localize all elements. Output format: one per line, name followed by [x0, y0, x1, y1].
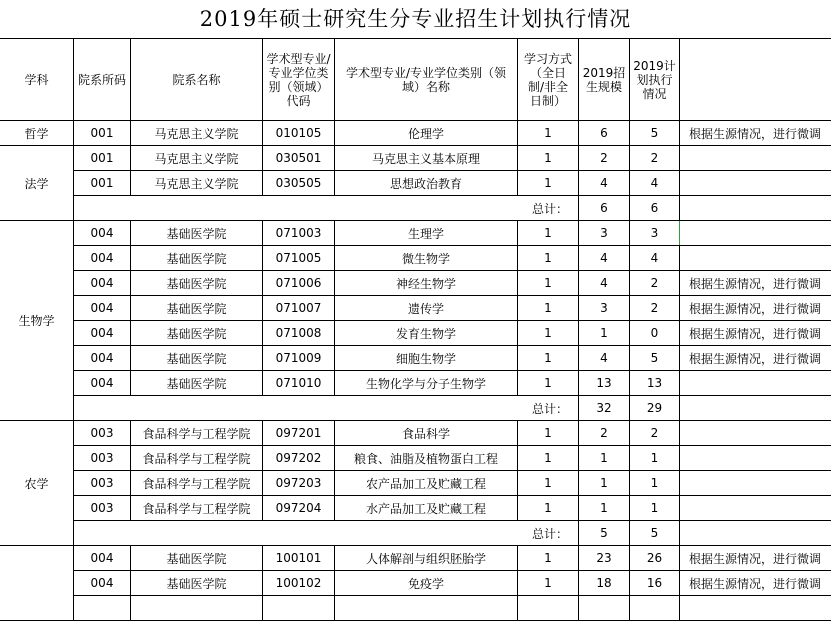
header-major-name: 学术型专业/专业学位类别（领域）名称	[335, 39, 518, 121]
plan-cell: 4	[579, 271, 630, 296]
subject-cell-biology: 生物学	[0, 221, 74, 421]
major-name-cell: 微生物学	[335, 246, 518, 271]
total-exec-biology: 29	[630, 396, 680, 421]
study-mode-cell: 1	[518, 446, 579, 471]
major-name-cell: 生理学	[335, 221, 518, 246]
header-row	[0, 39, 831, 121]
dept-code-cell: 003	[74, 471, 131, 496]
plan-cell: 4	[579, 246, 630, 271]
major-code-cell: 100101	[263, 546, 335, 571]
study-mode-cell: 1	[518, 221, 579, 246]
plan-cell: 2	[579, 421, 630, 446]
plan-cell: 1	[579, 471, 630, 496]
exec-cell: 1	[630, 496, 680, 521]
major-code-cell: 097204	[263, 496, 335, 521]
note-cell: 根据生源情况，进行微调	[680, 546, 831, 571]
study-mode-cell: 1	[518, 546, 579, 571]
note-cell	[680, 471, 831, 496]
study-mode-cell: 1	[518, 346, 579, 371]
note-cell	[680, 371, 831, 396]
exec-cell: 5	[630, 121, 680, 146]
exec-cell: 2	[630, 421, 680, 446]
table-row	[0, 371, 831, 396]
note-cell	[680, 196, 831, 221]
header-major-code: 学术型专业/专业学位类别（领域）代码	[263, 39, 335, 121]
major-name-cell: 人体解剖与组织胚胎学	[335, 546, 518, 571]
major-name-cell: 食品科学	[335, 421, 518, 446]
study-mode-cell: 1	[518, 271, 579, 296]
exec-cell: 2	[630, 296, 680, 321]
major-name-cell: 马克思主义基本原理	[335, 146, 518, 171]
table-row-partial	[0, 596, 831, 621]
dept-code-cell: 004	[74, 246, 131, 271]
dept-code-cell: 001	[74, 146, 131, 171]
table-row	[0, 121, 831, 146]
dept-code-cell: 001	[74, 121, 131, 146]
note-cell	[680, 596, 831, 621]
exec-cell: 0	[630, 321, 680, 346]
dept-code-cell: 004	[74, 571, 131, 596]
dept-name-cell: 基础医学院	[131, 271, 263, 296]
header-dept-code: 院系所码	[74, 39, 131, 121]
study-mode-cell	[518, 596, 579, 621]
exec-cell: 2	[630, 146, 680, 171]
major-name-cell: 思想政治教育	[335, 171, 518, 196]
exec-cell: 1	[630, 446, 680, 471]
exec-cell: 1	[630, 471, 680, 496]
major-code-cell: 071003	[263, 221, 335, 246]
dept-code-cell: 003	[74, 421, 131, 446]
plan-cell: 13	[579, 371, 630, 396]
total-label: 总计：	[74, 521, 579, 546]
dept-name-cell: 基础医学院	[131, 221, 263, 246]
study-mode-cell: 1	[518, 471, 579, 496]
dept-code-cell: 004	[74, 546, 131, 571]
dept-code-cell: 004	[74, 346, 131, 371]
major-code-cell	[263, 596, 335, 621]
subject-cell-philosophy: 哲学	[0, 121, 74, 146]
table-row	[0, 146, 831, 171]
plan-cell: 1	[579, 496, 630, 521]
major-code-cell: 071005	[263, 246, 335, 271]
major-code-cell: 097203	[263, 471, 335, 496]
dept-name-cell: 食品科学与工程学院	[131, 446, 263, 471]
exec-cell: 3	[630, 221, 680, 246]
dept-code-cell: 004	[74, 296, 131, 321]
dept-name-cell: 马克思主义学院	[131, 146, 263, 171]
total-row-agriculture	[0, 521, 831, 546]
total-plan-biology: 32	[579, 396, 630, 421]
subject-cell-agriculture: 农学	[0, 421, 74, 546]
note-cell	[680, 446, 831, 471]
subject-cell-law: 法学	[0, 146, 74, 221]
plan-cell: 1	[579, 321, 630, 346]
exec-cell: 5	[630, 346, 680, 371]
plan-cell: 3	[579, 296, 630, 321]
note-cell	[680, 521, 831, 546]
study-mode-cell: 1	[518, 121, 579, 146]
exec-cell: 4	[630, 171, 680, 196]
plan-cell: 4	[579, 346, 630, 371]
major-code-cell: 030501	[263, 146, 335, 171]
study-mode-cell: 1	[518, 571, 579, 596]
dept-code-cell: 003	[74, 446, 131, 471]
major-name-cell: 农产品加工及贮藏工程	[335, 471, 518, 496]
plan-cell: 23	[579, 546, 630, 571]
major-code-cell: 097202	[263, 446, 335, 471]
table-row	[0, 246, 831, 271]
dept-code-cell: 003	[74, 496, 131, 521]
total-row-biology	[0, 396, 831, 421]
dept-name-cell: 食品科学与工程学院	[131, 421, 263, 446]
total-row-law	[0, 196, 831, 221]
subject-cell-next	[0, 546, 74, 621]
table-row	[0, 271, 831, 296]
exec-cell: 16	[630, 571, 680, 596]
major-name-cell: 生物化学与分子生物学	[335, 371, 518, 396]
dept-name-cell: 基础医学院	[131, 546, 263, 571]
note-cell	[680, 171, 831, 196]
total-plan-agriculture: 5	[579, 521, 630, 546]
total-exec-agriculture: 5	[630, 521, 680, 546]
dept-code-cell	[74, 596, 131, 621]
table-row	[0, 171, 831, 196]
note-cell	[680, 246, 831, 271]
major-code-cell: 071007	[263, 296, 335, 321]
table-row	[0, 496, 831, 521]
major-name-cell: 细胞生物学	[335, 346, 518, 371]
major-code-cell: 030505	[263, 171, 335, 196]
note-cell	[680, 496, 831, 521]
total-label: 总计：	[74, 196, 579, 221]
note-cell: 根据生源情况，进行微调	[680, 571, 831, 596]
major-code-cell: 071008	[263, 321, 335, 346]
study-mode-cell: 1	[518, 421, 579, 446]
major-name-cell	[335, 596, 518, 621]
dept-code-cell: 004	[74, 221, 131, 246]
exec-cell: 4	[630, 246, 680, 271]
note-cell	[680, 421, 831, 446]
dept-name-cell: 基础医学院	[131, 571, 263, 596]
plan-cell	[579, 596, 630, 621]
page-title: 2019年硕士研究生分专业招生计划执行情况	[0, 0, 831, 38]
total-plan-law: 6	[579, 196, 630, 221]
table-row	[0, 471, 831, 496]
table-row	[0, 346, 831, 371]
note-cell: 根据生源情况，进行微调	[680, 271, 831, 296]
study-mode-cell: 1	[518, 321, 579, 346]
dept-name-cell: 基础医学院	[131, 346, 263, 371]
header-note	[680, 39, 831, 121]
dept-name-cell: 马克思主义学院	[131, 121, 263, 146]
note-cell: 根据生源情况，进行微调	[680, 321, 831, 346]
header-plan-2019: 2019招生规模	[579, 39, 630, 121]
exec-cell	[630, 596, 680, 621]
major-name-cell: 水产品加工及贮藏工程	[335, 496, 518, 521]
dept-code-cell: 004	[74, 321, 131, 346]
major-name-cell: 发育生物学	[335, 321, 518, 346]
major-code-cell: 100102	[263, 571, 335, 596]
study-mode-cell: 1	[518, 146, 579, 171]
table-row	[0, 446, 831, 471]
plan-cell: 1	[579, 446, 630, 471]
header-subject: 学科	[0, 39, 74, 121]
dept-code-cell: 004	[74, 271, 131, 296]
table-row	[0, 321, 831, 346]
dept-name-cell	[131, 596, 263, 621]
note-cell	[680, 396, 831, 421]
total-exec-law: 6	[630, 196, 680, 221]
plan-cell: 6	[579, 121, 630, 146]
study-mode-cell: 1	[518, 371, 579, 396]
dept-name-cell: 马克思主义学院	[131, 171, 263, 196]
dept-name-cell: 食品科学与工程学院	[131, 471, 263, 496]
major-code-cell: 071009	[263, 346, 335, 371]
dept-name-cell: 基础医学院	[131, 321, 263, 346]
header-exec-2019: 2019计划执行情况	[630, 39, 680, 121]
note-cell	[680, 221, 831, 246]
major-name-cell: 粮食、油脂及植物蛋白工程	[335, 446, 518, 471]
study-mode-cell: 1	[518, 296, 579, 321]
dept-code-cell: 001	[74, 171, 131, 196]
header-dept-name: 院系名称	[131, 39, 263, 121]
exec-cell: 2	[630, 271, 680, 296]
table-row	[0, 571, 831, 596]
note-cell: 根据生源情况，进行微调	[680, 346, 831, 371]
table-row	[0, 221, 831, 246]
total-label: 总计：	[74, 396, 579, 421]
major-name-cell: 遗传学	[335, 296, 518, 321]
enrollment-table	[0, 38, 831, 621]
note-cell	[680, 146, 831, 171]
plan-cell: 4	[579, 171, 630, 196]
dept-name-cell: 基础医学院	[131, 371, 263, 396]
major-name-cell: 伦理学	[335, 121, 518, 146]
note-cell: 根据生源情况，进行微调	[680, 121, 831, 146]
major-code-cell: 071006	[263, 271, 335, 296]
exec-cell: 13	[630, 371, 680, 396]
dept-code-cell: 004	[74, 371, 131, 396]
major-name-cell: 神经生物学	[335, 271, 518, 296]
exec-cell: 26	[630, 546, 680, 571]
table-row	[0, 546, 831, 571]
dept-name-cell: 基础医学院	[131, 246, 263, 271]
study-mode-cell: 1	[518, 496, 579, 521]
major-name-cell: 免疫学	[335, 571, 518, 596]
plan-cell: 2	[579, 146, 630, 171]
major-code-cell: 097201	[263, 421, 335, 446]
plan-cell: 3	[579, 221, 630, 246]
table-row	[0, 296, 831, 321]
major-code-cell: 071010	[263, 371, 335, 396]
table-row	[0, 421, 831, 446]
major-code-cell: 010105	[263, 121, 335, 146]
note-cell: 根据生源情况，进行微调	[680, 296, 831, 321]
dept-name-cell: 基础医学院	[131, 296, 263, 321]
plan-cell: 18	[579, 571, 630, 596]
study-mode-cell: 1	[518, 246, 579, 271]
study-mode-cell: 1	[518, 171, 579, 196]
header-study-mode: 学习方式（全日制/非全日制）	[518, 39, 579, 121]
dept-name-cell: 食品科学与工程学院	[131, 496, 263, 521]
